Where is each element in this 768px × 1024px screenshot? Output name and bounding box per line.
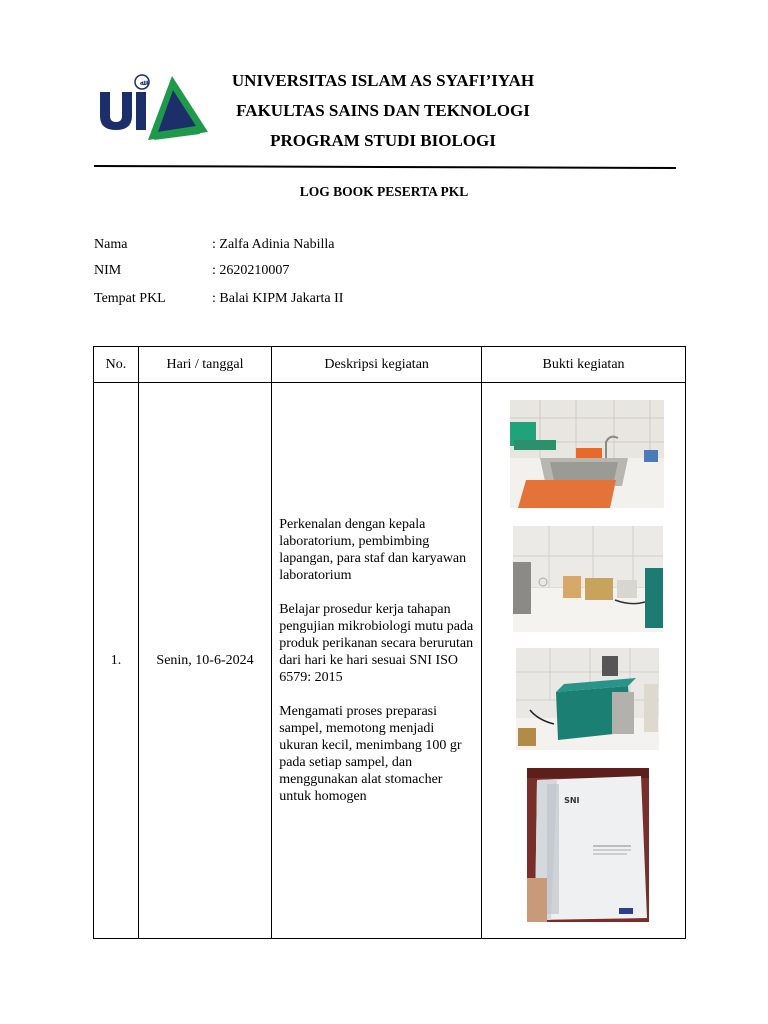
description-paragraph: Mengamati proses preparasi sampel, memotong menjadi ukuran kecil, menimbang 100 gr pada setiap sampel, dan menggunakan alat stomacher untuk homogen [279,704,462,804]
document-title: LOG BOOK PESERTA PKL [299,184,469,199]
svg-text:ﷲ: ﷲ [139,79,145,87]
header-no: No. [94,347,139,383]
nim-label: NIM [94,263,122,278]
university-name: UNIVERSITAS ISLAM AS SYAFI’IYAH [231,71,535,90]
name-value: : Zalfa Adinia Nabilla [212,237,335,252]
row-description [272,383,482,939]
sni-caption: SNI [564,796,580,805]
faculty-name: FAKULTAS SAINS DAN TEKNOLOGI [236,101,530,120]
university-logo [98,72,210,144]
table-row [94,383,686,939]
row-evidence [482,383,686,939]
program-name: PROGRAM STUDI BIOLOGI [270,131,496,150]
nim-value: : 2620210007 [212,263,290,278]
stomacher-photo [516,648,659,750]
name-label: Nama [94,237,128,252]
header-evidence: Bukti kegiatan [482,347,686,383]
description-paragraph: Belajar prosedur kerja tahapan pengujian mikrobiologi mutu pada produk perikanan secara berurutan dari hari ke hari sesuai SNI ISO 6579: 2015 [279,602,474,685]
place-label: Tempat PKL [94,291,166,306]
table-header-row [94,347,686,383]
row-date: Senin, 10-6-2024 [138,383,271,939]
logbook-table [93,346,686,939]
lab-sink-photo [510,400,664,508]
header-divider [94,165,676,169]
row-number: 1. [94,383,139,939]
institution-header [220,66,546,156]
place-value: : Balai KIPM Jakarta II [212,291,344,306]
description-paragraph: Perkenalan dengan kepala laboratorium, pembimbing lapangan, para staf dan karyawan laboratorium [279,517,467,583]
header-description: Deskripsi kegiatan [272,347,482,383]
sni-document-photo [527,768,649,922]
lab-bench-photo [513,526,663,632]
header-date: Hari / tanggal [138,347,271,383]
